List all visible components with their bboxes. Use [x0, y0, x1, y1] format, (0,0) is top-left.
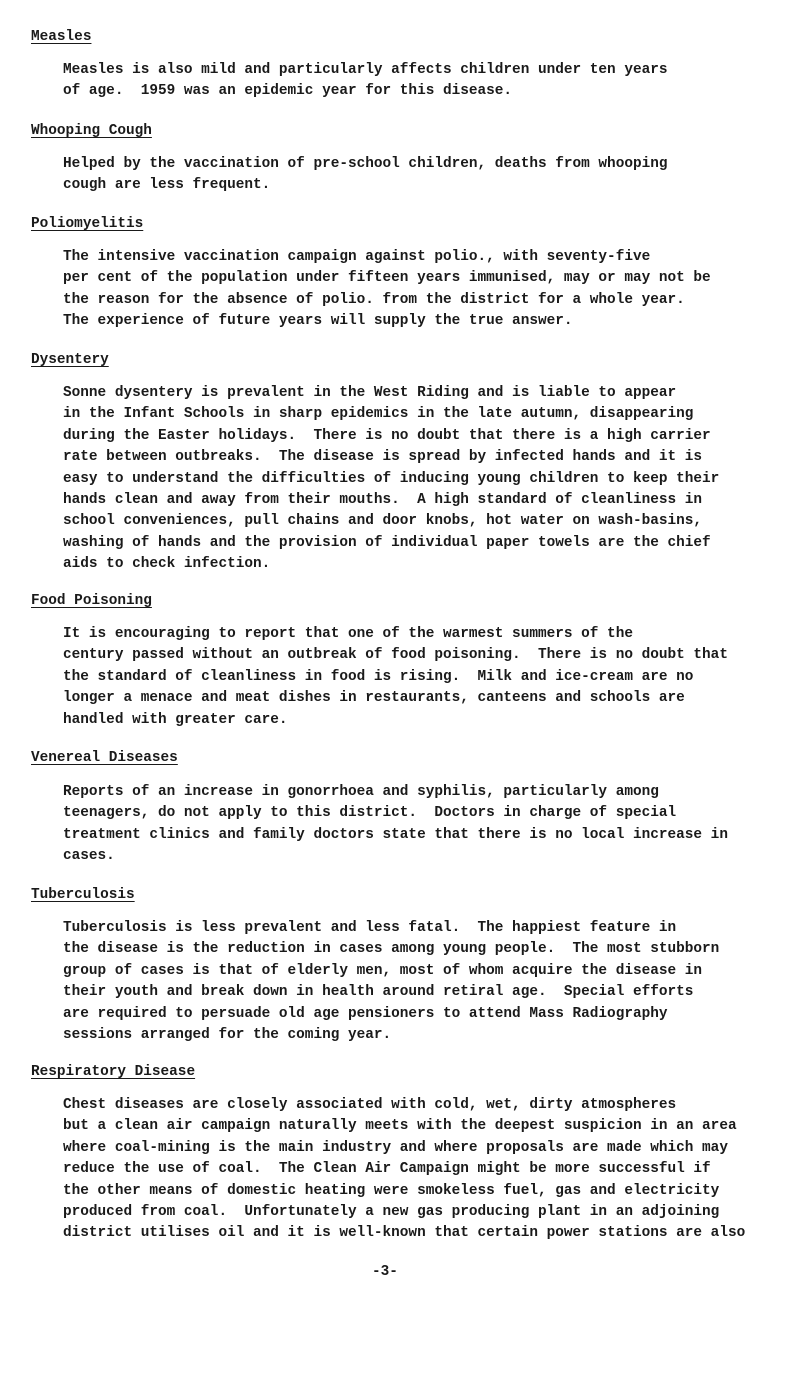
paragraph-respiratory-disease [63, 1095, 773, 1245]
heading-whooping-cough: Whooping Cough [31, 123, 152, 139]
text-line: in the Infant Schools in sharp epidemics in the late autumn, disappearing [63, 406, 694, 423]
text-line: aids to check infection. [63, 556, 271, 573]
text-line: The intensive vaccination campaign against polio., with seventy-five [63, 249, 651, 265]
text-line: cases. [63, 848, 115, 865]
text-line: the standard of cleanliness in food is rising. Milk and ice-cream are no [63, 668, 694, 685]
text-line: Chest diseases are closely associated with cold, wet, dirty atmospheres [63, 1097, 677, 1113]
text-line: hands clean and away from their mouths. A high standard of cleanliness in [63, 492, 703, 509]
text-line: where coal-mining is the main industry and where proposals are made which may [63, 1139, 728, 1156]
text-line: treatment clinics and family doctors state that there is no local increase in [63, 826, 728, 843]
text-line: district utilises oil and it is well-known that certain power stations are also [63, 1225, 746, 1242]
heading-food-poisoning: Food Poisoning [31, 593, 152, 609]
text-line: are required to persuade old age pensioners to attend Mass Radiography [63, 1005, 668, 1022]
text-line: handled with greater care. [63, 711, 288, 728]
text-line: school conveniences, pull chains and door knobs, hot water on wash-basins, [63, 513, 703, 530]
page-number: -3- [372, 1264, 398, 1280]
heading-dysentery: Dysentery [31, 352, 109, 368]
text-line: their youth and break down in health around retiral age. Special efforts [63, 984, 694, 1001]
heading-venereal-diseases: Venereal Diseases [31, 750, 178, 766]
text-line: of age. 1959 was an epidemic year for this disease. [63, 83, 513, 100]
heading-measles: Measles [31, 29, 92, 45]
text-line: the other means of domestic heating were smokeless fuel, gas and electricity [63, 1182, 720, 1199]
paragraph-poliomyelitis [63, 247, 773, 333]
text-line: washing of hands and the provision of individual paper towels are the chief [63, 534, 711, 551]
text-line: the disease is the reduction in cases among young people. The most stubborn [63, 941, 720, 958]
text-line: Helped by the vaccination of pre-school children, deaths from whooping [63, 156, 668, 172]
text-line: Reports of an increase in gonorrhoea and syphilis, particularly among [63, 784, 659, 800]
text-line: during the Easter holidays. There is no doubt that there is a high carrier [63, 427, 711, 444]
text-line: produced from coal. Unfortunately a new gas producing plant in an adjoining [63, 1204, 720, 1221]
text-line: The experience of future years will supply the true answer. [63, 313, 573, 330]
text-line: Measles is also mild and particularly affects children under ten years [63, 62, 668, 78]
text-line: easy to understand the difficulties of inducing young children to keep their [63, 470, 720, 487]
text-line: cough are less frequent. [63, 177, 271, 194]
paragraph-measles [63, 60, 773, 103]
text-line: Tuberculosis is less prevalent and less fatal. The happiest feature in [63, 920, 677, 936]
text-line: rate between outbreaks. The disease is spread by infected hands and it is [63, 449, 703, 466]
text-line: group of cases is that of elderly men, most of whom acquire the disease in [63, 962, 703, 979]
paragraph-tuberculosis [63, 918, 773, 1046]
heading-poliomyelitis: Poliomyelitis [31, 216, 144, 232]
text-line: teenagers, do not apply to this district. Doctors in charge of special [63, 805, 677, 822]
text-line: but a clean air campaign naturally meets with the deepest suspicion in an area [63, 1118, 737, 1135]
text-line: the reason for the absence of polio. from the district for a whole year. [63, 291, 685, 308]
text-line: reduce the use of coal. The Clean Air Campaign might be more successful if [63, 1161, 711, 1178]
text-line: Sonne dysentery is prevalent in the West Riding and is liable to appear [63, 385, 677, 401]
text-line: longer a menace and meat dishes in restaurants, canteens and schools are [63, 690, 685, 707]
paragraph-venereal-diseases [63, 782, 773, 868]
paragraph-whooping-cough [63, 154, 773, 197]
paragraph-food-poisoning [63, 624, 773, 731]
paragraph-dysentery [63, 383, 773, 576]
text-line: It is encouraging to report that one of the warmest summers of the [63, 626, 633, 642]
text-line: sessions arranged for the coming year. [63, 1027, 392, 1044]
heading-tuberculosis: Tuberculosis [31, 887, 135, 903]
text-line: century passed without an outbreak of food poisoning. There is no doubt that [63, 647, 728, 664]
text-line: per cent of the population under fifteen years immunised, may or may not be [63, 270, 711, 287]
heading-respiratory-disease: Respiratory Disease [31, 1064, 196, 1080]
